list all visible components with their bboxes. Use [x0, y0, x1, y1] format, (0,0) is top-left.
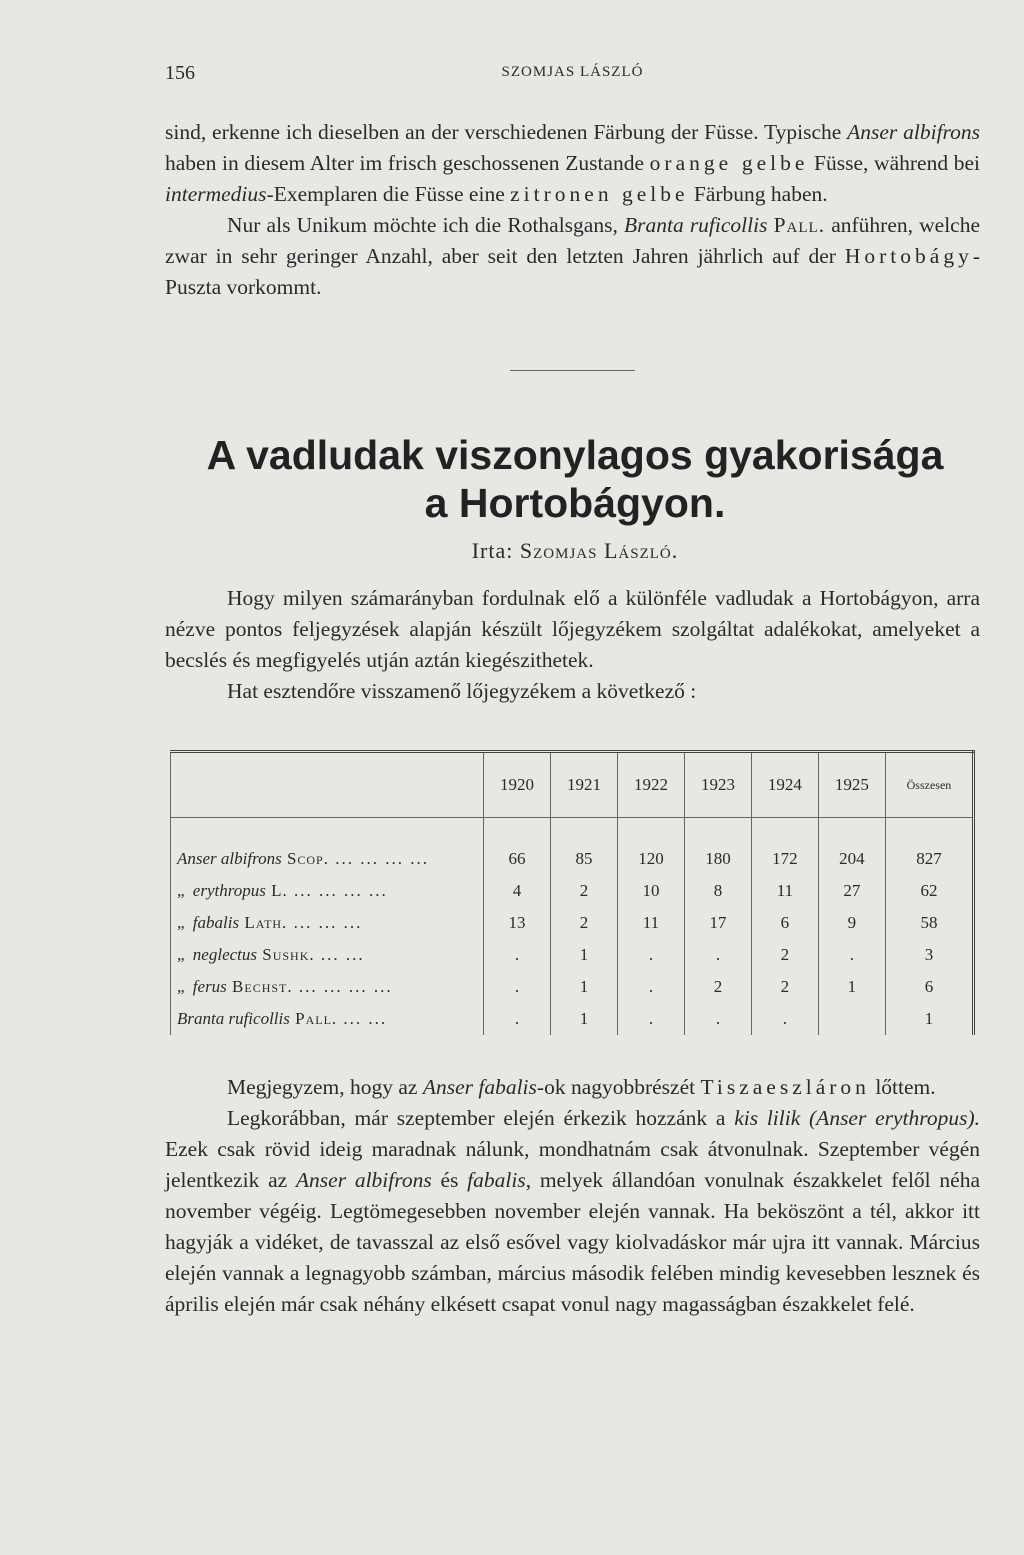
- table-cell: 180: [684, 818, 751, 876]
- table-cell: 2: [751, 971, 818, 1003]
- table-cell: 58: [885, 907, 973, 939]
- text-run: anführen, welche zwar in sehr geringer Anzahl, aber seit den letzten Jahren jährlich auf der: [165, 213, 980, 268]
- text-run: Anser albifrons: [847, 120, 980, 144]
- species-prefix: „: [177, 977, 193, 996]
- text-run: Megjegyzem, hogy az: [227, 1075, 423, 1099]
- intro-paragraph-2: [165, 210, 980, 303]
- table-cell: 6: [751, 907, 818, 939]
- article-author: [130, 538, 1020, 564]
- table-cell: 10: [617, 875, 684, 907]
- leader-dots: ... ...: [314, 945, 365, 964]
- text-run: lőttem.: [869, 1075, 936, 1099]
- species-name: neglectus: [192, 945, 257, 964]
- table-cell: 1: [550, 1003, 617, 1035]
- table-cell: 204: [818, 818, 885, 876]
- table-cell: 9: [818, 907, 885, 939]
- table-cell: .: [684, 939, 751, 971]
- author-name: Szomjas László.: [519, 538, 679, 563]
- species-name-cell: [171, 907, 484, 939]
- text-run: orange gelbe: [649, 151, 809, 175]
- author-label: Irta:: [471, 538, 514, 563]
- text-run: Pall.: [773, 213, 826, 237]
- species-name-cell: [171, 971, 484, 1003]
- text-run: Nur als Unikum möchte ich die Rothalsgans,: [227, 213, 624, 237]
- table-cell: .: [617, 1003, 684, 1035]
- text-run: kis lilik (Anser erythropus).: [734, 1106, 980, 1130]
- table-cell: 172: [751, 818, 818, 876]
- table-header-cell: 1922: [617, 752, 684, 818]
- text-run: fabalis: [467, 1168, 526, 1192]
- table-header-cell: 1923: [684, 752, 751, 818]
- text-run: zitronen gelbe: [510, 182, 689, 206]
- table-cell: .: [617, 939, 684, 971]
- leader-dots: ... ...: [337, 1009, 388, 1028]
- table-cell: 3: [885, 939, 973, 971]
- text-run: haben in diesem Alter im frisch geschossenen Zustande: [165, 151, 650, 175]
- table-cell: 1: [818, 971, 885, 1003]
- species-name-cell: [171, 875, 484, 907]
- table-cell: 85: [550, 818, 617, 876]
- table-cell: 2: [550, 907, 617, 939]
- species-name: Branta ruficollis: [177, 1009, 290, 1028]
- text-run: -ok nagyobbrészét: [536, 1075, 701, 1099]
- text-run: -Puszta vorkommt.: [165, 244, 980, 299]
- table-cell: 66: [484, 818, 551, 876]
- table-row: [171, 971, 974, 1003]
- text-run: , melyek állandóan vonulnak északkelet felől néha november végéig. Legtömegesebben november elején vannak. Ha beköszönt a tél, akkor itt hagyják a vidéket, de tavasszal az első esővel vagy kiolvadáskor már ujra itt vannak. Március elején vannak a legnagyobb számban, március második felében mindig kevesebben lesznek és április elején már csak néhány elkésett csapat vonul nagy magasságban északkelet felé.: [165, 1168, 980, 1316]
- closing-paragraph-1: [165, 1072, 980, 1103]
- species-prefix: „: [177, 913, 193, 932]
- leader-dots: ... ... ... ...: [287, 881, 388, 900]
- table-header-row: [171, 752, 974, 818]
- leader-dots: ... ... ...: [287, 913, 363, 932]
- page-header: [165, 62, 980, 86]
- table-cell: 1: [550, 939, 617, 971]
- article-paragraph-1: Hogy milyen számarányban fordulnak elő a különféle vadludak a Hortobágyon, arra nézve pontos feljegyzések alapján készült lőjegyzékem szolgáltat adalékokat, amelyeket a becslés és megfigyelés utján aztán kiegészithetek.: [165, 586, 980, 672]
- text-run: Branta ruficollis: [623, 213, 768, 237]
- table-row: [171, 939, 974, 971]
- text-run: Anser albifrons: [295, 1168, 432, 1192]
- text-run: Füsse, während bei: [808, 151, 980, 175]
- table-header-cell: 1920: [484, 752, 551, 818]
- table-header-cell: 1921: [550, 752, 617, 818]
- text-run: Ezek csak rövid ideig maradnak nálunk, mondhatnám csak átvonulnak. Szeptember végén jelentkezik az: [165, 1137, 980, 1192]
- species-name: erythropus: [192, 881, 266, 900]
- table-cell: 2: [684, 971, 751, 1003]
- table-cell: 120: [617, 818, 684, 876]
- leader-dots: ... ... ... ...: [292, 977, 393, 996]
- table-row: [171, 875, 974, 907]
- species-author: Scop.: [281, 849, 329, 868]
- text-run: -Exemplaren die Füsse eine: [266, 182, 511, 206]
- table-cell: 11: [751, 875, 818, 907]
- intro-text: [165, 117, 980, 303]
- table-cell: .: [818, 939, 885, 971]
- article-title-line-2: a Hortobágyon.: [424, 480, 726, 526]
- table-cell: 1: [550, 971, 617, 1003]
- table-cell: 62: [885, 875, 973, 907]
- species-author: L.: [265, 881, 288, 900]
- species-name-cell: [171, 818, 484, 876]
- species-prefix: „: [177, 945, 193, 964]
- species-name: Anser albifrons: [177, 849, 282, 868]
- text-run: Anser fabalis: [422, 1075, 537, 1099]
- table-cell: 2: [751, 939, 818, 971]
- table-row: [171, 1003, 974, 1035]
- running-head: SZOMJAS LÁSZLÓ: [501, 64, 644, 80]
- intro-paragraph-1: [165, 117, 980, 210]
- table-cell: 11: [617, 907, 684, 939]
- table-header-cell: 1925: [818, 752, 885, 818]
- table-cell: 1: [885, 1003, 973, 1035]
- species-author: Pall.: [289, 1009, 338, 1028]
- table-header-species: [171, 752, 484, 818]
- article-paragraph-2: Hat esztendőre visszamenő lőjegyzékem a következő :: [227, 679, 697, 703]
- species-name-cell: [171, 939, 484, 971]
- table-cell: 13: [484, 907, 551, 939]
- table-header-total: Összesen: [885, 752, 973, 818]
- text-run: és: [431, 1168, 468, 1192]
- text-run: intermedius: [165, 182, 267, 206]
- table-cell: 2: [550, 875, 617, 907]
- species-prefix: „: [177, 881, 193, 900]
- text-run: sind, erkenne ich dieselben an der verschiedenen Färbung der Füsse. Typische: [165, 120, 848, 144]
- table-row: [171, 907, 974, 939]
- table-row: [171, 818, 974, 876]
- table-cell: .: [684, 1003, 751, 1035]
- species-name: fabalis: [192, 913, 240, 932]
- table-cell: [818, 1003, 885, 1035]
- table-body: [171, 818, 974, 1036]
- species-author: Sushk.: [257, 945, 315, 964]
- table-header-cell: 1924: [751, 752, 818, 818]
- text-run: Hortobágy: [844, 244, 973, 268]
- table-cell: .: [484, 939, 551, 971]
- page-number: 156: [165, 62, 195, 84]
- bag-record-table: [170, 750, 975, 1035]
- species-name-cell: [171, 1003, 484, 1035]
- closing-paragraph-2: [165, 1103, 980, 1320]
- text-run: Legkorábban, már szeptember elején érkezik hozzánk a: [227, 1106, 735, 1130]
- section-divider: [510, 370, 635, 371]
- table-cell: 8: [684, 875, 751, 907]
- closing-text: [165, 1072, 980, 1320]
- species-author: Bechst.: [226, 977, 293, 996]
- leader-dots: ... ... ... ...: [329, 849, 429, 868]
- table-cell: 4: [484, 875, 551, 907]
- table-cell: .: [484, 971, 551, 1003]
- table-cell: 27: [818, 875, 885, 907]
- table-cell: .: [751, 1003, 818, 1035]
- table-cell: .: [617, 971, 684, 1003]
- table-cell: 827: [885, 818, 973, 876]
- article-title-line-1: A vadludak viszonylagos gyakorisága: [206, 432, 944, 478]
- table-cell: 6: [885, 971, 973, 1003]
- species-name: ferus: [192, 977, 227, 996]
- text-run: Tiszaeszláron: [700, 1075, 870, 1099]
- table-cell: 17: [684, 907, 751, 939]
- text-run: Färbung haben.: [688, 182, 828, 206]
- article-text: [165, 583, 980, 707]
- species-author: Lath.: [239, 913, 288, 932]
- table-cell: .: [484, 1003, 551, 1035]
